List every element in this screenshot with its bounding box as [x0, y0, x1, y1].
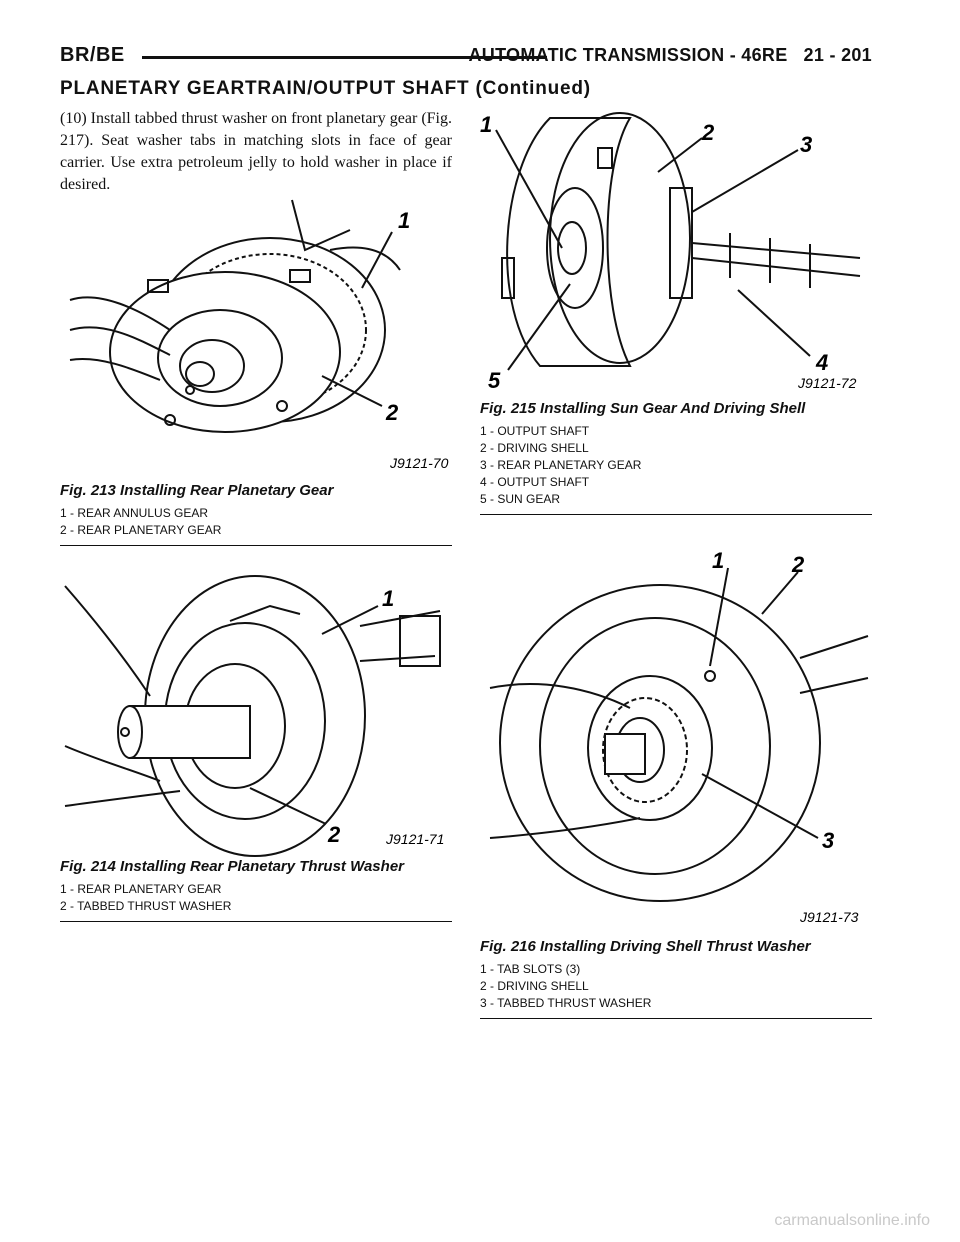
- page-header: [60, 44, 872, 72]
- image-code: J9121-70: [390, 455, 449, 471]
- watermark: carmanualsonline.info: [774, 1212, 930, 1229]
- callout-1: 1: [712, 548, 725, 573]
- figure-216-illustration: [480, 538, 872, 938]
- figure-divider: [60, 921, 452, 922]
- figure-label: 5 - SUN GEAR: [480, 492, 561, 506]
- image-code: J9121-72: [798, 375, 857, 391]
- figure-label: 1 - REAR PLANETARY GEAR: [60, 882, 222, 896]
- figure-label: 2 - REAR PLANETARY GEAR: [60, 523, 222, 537]
- page-number: 21 - 201: [803, 45, 872, 65]
- callout-1: 1: [480, 112, 493, 137]
- callout-3: 3: [800, 132, 813, 157]
- figure-213-illustration: [60, 190, 452, 482]
- callout-2: 2: [328, 822, 341, 847]
- body-paragraph: (10) Install tabbed thrust washer on front planetary gear (Fig. 217). Seat washer tabs in matching slots in face of gear carrier. Use extra petroleum jelly to hold washer in place if desired.: [60, 110, 452, 193]
- figure-label: 1 - OUTPUT SHAFT: [480, 424, 590, 438]
- figure-215: [480, 108, 872, 515]
- figure-213-caption: Fig. 213 Installing Rear Planetary Gear: [60, 482, 334, 499]
- callout-3: 3: [822, 828, 835, 853]
- figure-label: 3 - TABBED THRUST WASHER: [480, 996, 652, 1010]
- figure-divider: [480, 1018, 872, 1019]
- figure-213-labels: [60, 505, 452, 539]
- section-title: PLANETARY GEARTRAIN/OUTPUT SHAFT (Continued): [60, 78, 591, 99]
- figure-label: 2 - TABBED THRUST WASHER: [60, 899, 232, 913]
- chapter-title: AUTOMATIC TRANSMISSION - 46RE: [468, 45, 788, 65]
- callout-2: 2: [792, 552, 805, 577]
- figure-label: 3 - REAR PLANETARY GEAR: [480, 458, 642, 472]
- figure-216: [480, 538, 872, 1019]
- figure-label: 2 - DRIVING SHELL: [480, 979, 589, 993]
- figure-216-labels: [480, 961, 872, 1012]
- figure-divider: [60, 545, 452, 546]
- figure-215-illustration: [480, 108, 872, 400]
- image-code: J9121-73: [800, 909, 859, 925]
- vehicle-code: BR/BE: [60, 44, 125, 66]
- figure-214: [60, 566, 452, 922]
- figure-215-labels: [480, 423, 872, 508]
- figure-label: 1 - REAR ANNULUS GEAR: [60, 506, 209, 520]
- figure-label: 4 - OUTPUT SHAFT: [480, 475, 590, 489]
- figure-215-caption: Fig. 215 Installing Sun Gear And Driving Shell: [480, 400, 806, 417]
- callout-2: 2: [386, 400, 399, 425]
- header-right: [468, 45, 872, 66]
- figure-216-caption: Fig. 216 Installing Driving Shell Thrust Washer: [480, 938, 811, 955]
- figure-214-illustration: [60, 566, 452, 858]
- figure-divider: [480, 514, 872, 515]
- callout-4: 4: [816, 350, 829, 375]
- callout-2: 2: [702, 120, 715, 145]
- figure-214-labels: [60, 881, 452, 915]
- image-code: J9121-71: [386, 831, 445, 847]
- figure-label: 2 - DRIVING SHELL: [480, 441, 589, 455]
- figure-213: [60, 190, 452, 546]
- callout-5: 5: [488, 368, 501, 393]
- figure-label: 1 - TAB SLOTS (3): [480, 962, 581, 976]
- callout-1: 1: [398, 208, 411, 233]
- callout-1: 1: [382, 586, 395, 611]
- figure-214-caption: Fig. 214 Installing Rear Planetary Thrust Washer: [60, 858, 404, 875]
